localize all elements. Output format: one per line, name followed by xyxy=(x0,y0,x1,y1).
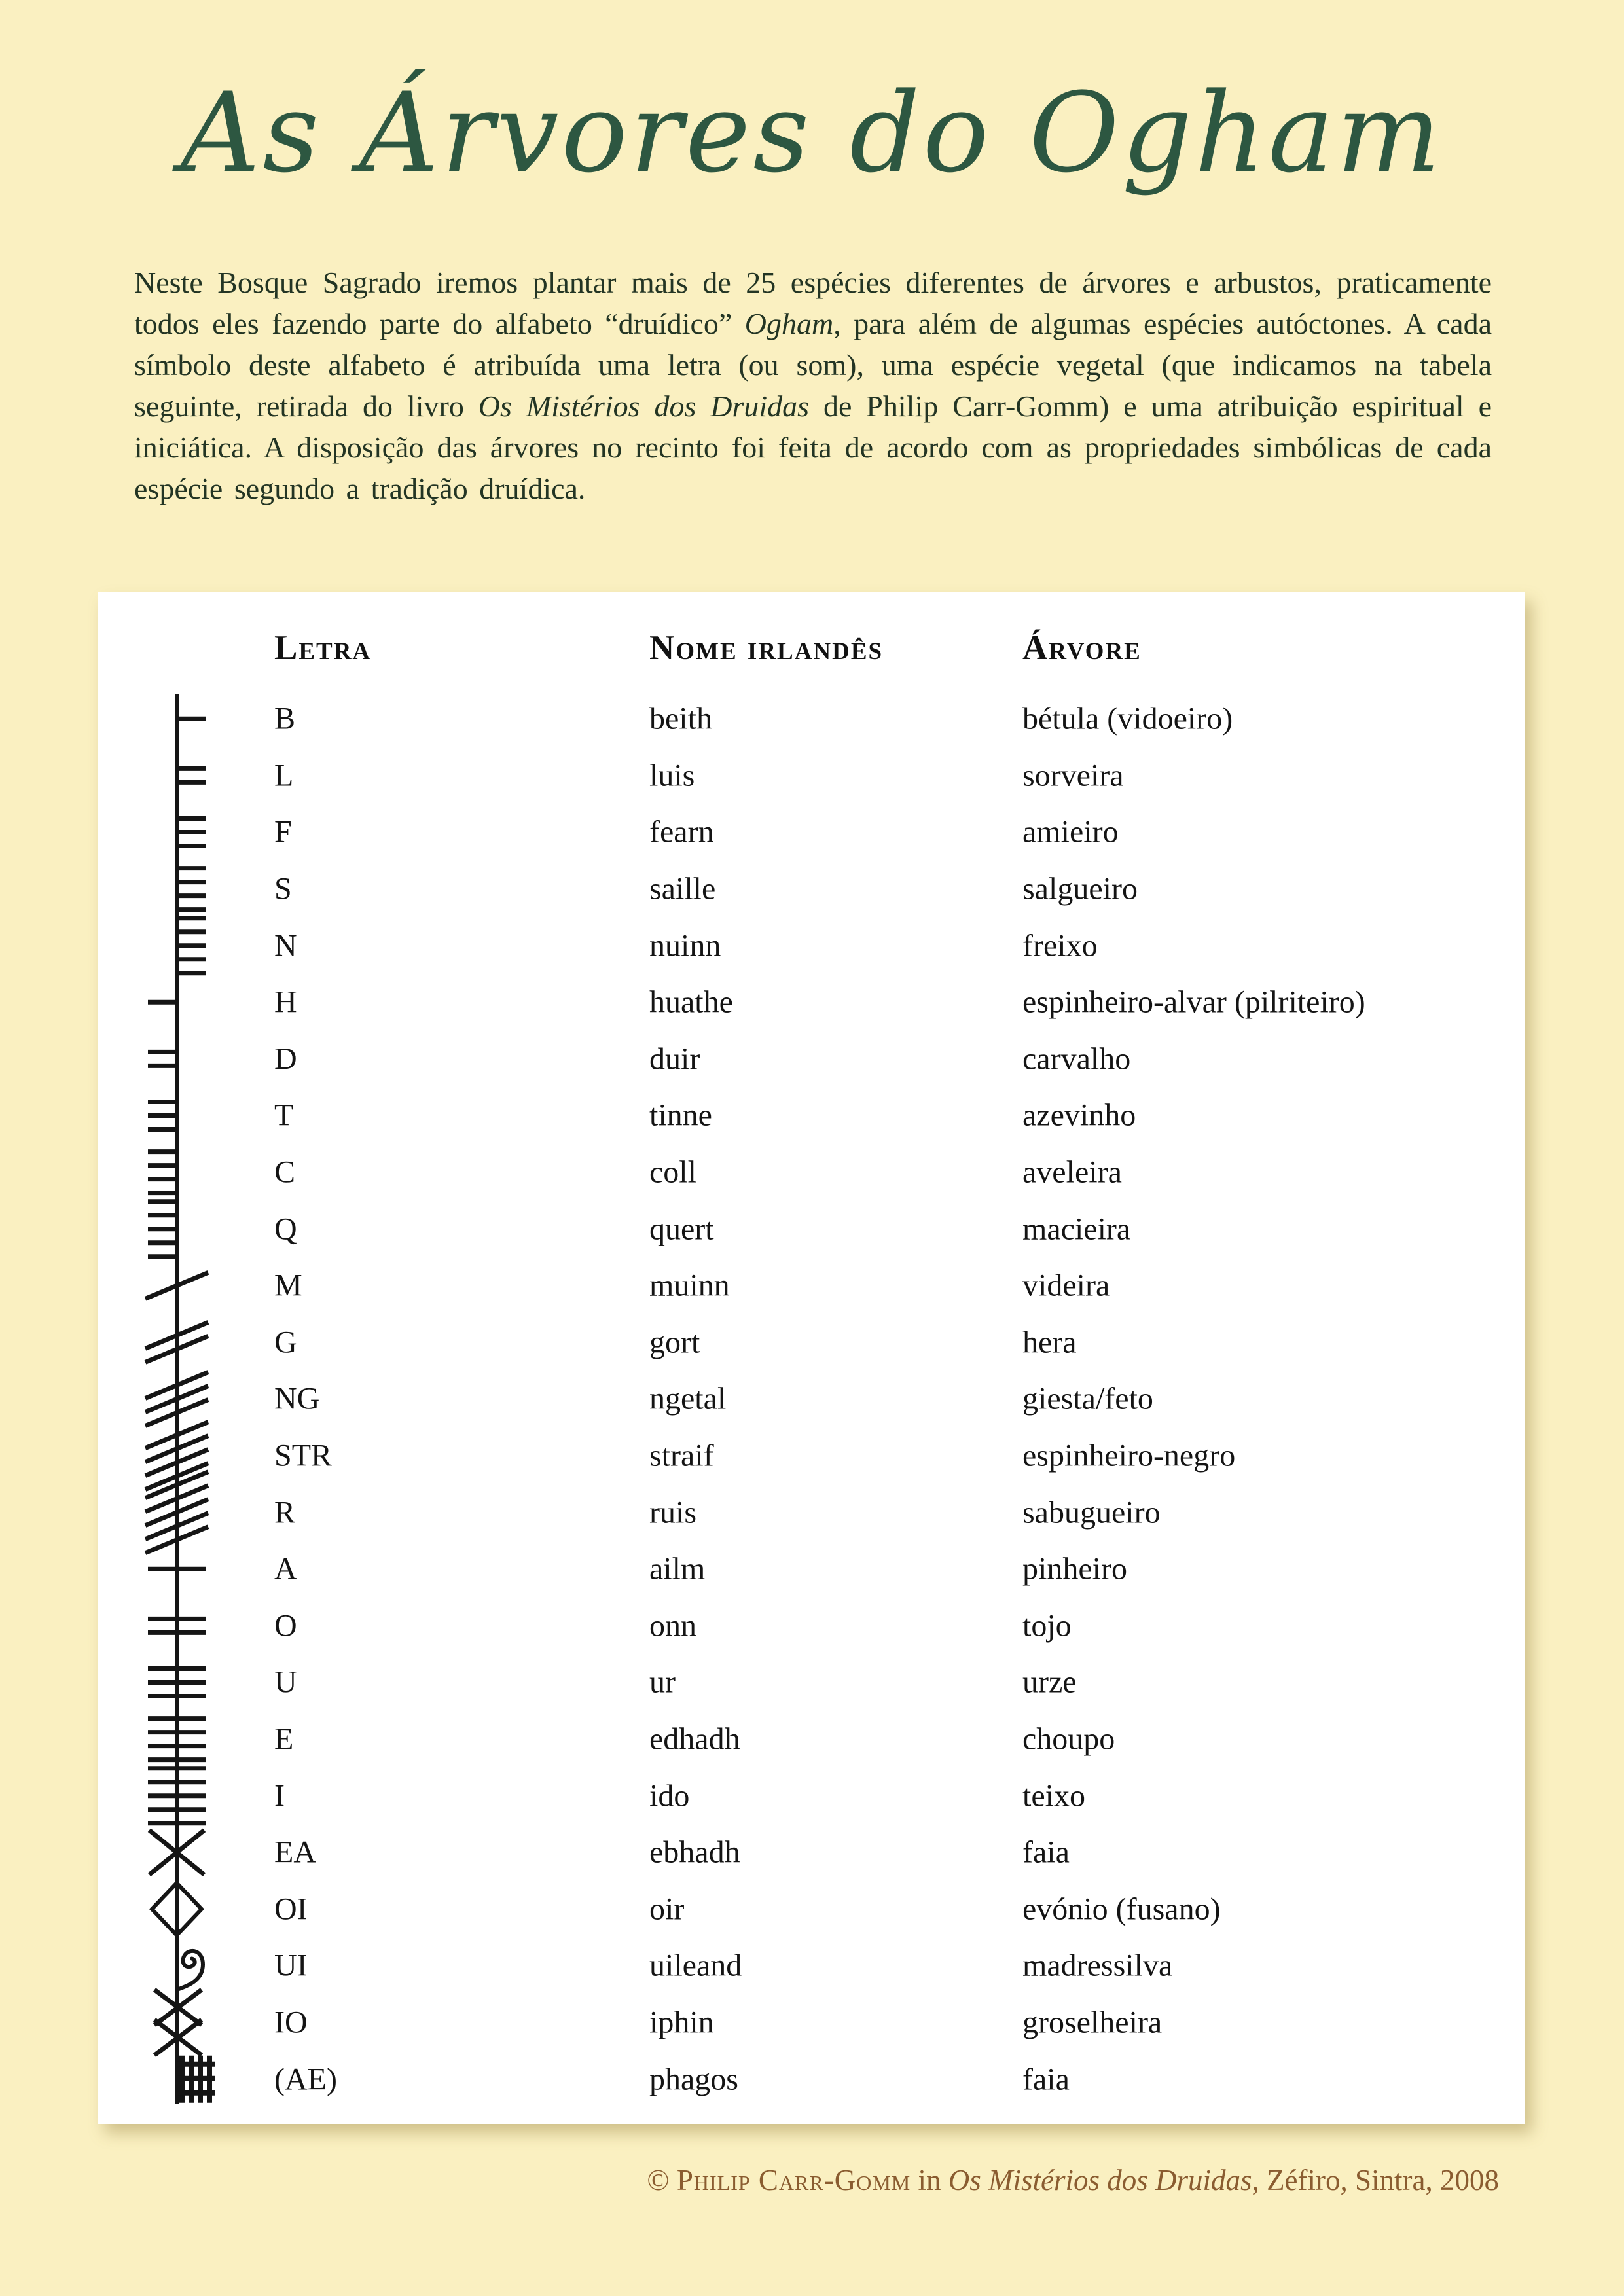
table-row xyxy=(98,1937,1525,1994)
cell-irish-name: luis xyxy=(649,758,695,793)
cell-irish-name: ngetal xyxy=(649,1381,727,1416)
cell-tree: sabugueiro xyxy=(1022,1495,1161,1530)
cell-irish-name: fearn xyxy=(649,814,714,850)
cell-tree: videira xyxy=(1022,1268,1110,1303)
col-header-nome: Nome irlandês xyxy=(649,629,884,667)
table-row xyxy=(98,1541,1525,1598)
cell-tree: espinheiro-alvar (pilriteiro) xyxy=(1022,984,1365,1020)
cell-irish-name: uileand xyxy=(649,1948,742,1983)
cell-tree: faia xyxy=(1022,2062,1070,2097)
table-row xyxy=(98,1144,1525,1201)
cell-tree: salgueiro xyxy=(1022,871,1138,906)
table-row xyxy=(98,1824,1525,1881)
table-row xyxy=(98,1484,1525,1541)
cell-letter: M xyxy=(274,1268,302,1303)
col-header-arvore: Árvore xyxy=(1022,629,1142,667)
cell-tree: evónio (fusano) xyxy=(1022,1892,1221,1927)
table-row xyxy=(98,1087,1525,1144)
cell-irish-name: gort xyxy=(649,1325,700,1360)
cell-irish-name: ur xyxy=(649,1664,676,1700)
cell-irish-name: duir xyxy=(649,1041,700,1077)
cell-letter: OI xyxy=(274,1892,308,1927)
cell-tree: azevinho xyxy=(1022,1098,1136,1133)
cell-tree: carvalho xyxy=(1022,1041,1131,1077)
cell-letter: C xyxy=(274,1155,296,1190)
cell-letter: B xyxy=(274,701,296,736)
cell-irish-name: muinn xyxy=(649,1268,730,1303)
cell-letter: UI xyxy=(274,1948,308,1983)
cell-irish-name: coll xyxy=(649,1155,696,1190)
col-header-letra: Letra xyxy=(274,629,372,667)
cell-letter: (AE) xyxy=(274,2062,337,2097)
ogham-table-card xyxy=(98,592,1525,2124)
cell-tree: teixo xyxy=(1022,1778,1085,1814)
cell-tree: amieiro xyxy=(1022,814,1119,850)
cell-letter: U xyxy=(274,1664,297,1700)
page-title: As Árvores do Ogham xyxy=(180,69,1443,197)
credit-segment: Os Mistérios dos Druidas xyxy=(948,2164,1252,2197)
cell-irish-name: tinne xyxy=(649,1098,712,1133)
cell-letter: NG xyxy=(274,1381,320,1416)
cell-irish-name: quert xyxy=(649,1211,714,1247)
cell-tree: espinheiro-negro xyxy=(1022,1438,1236,1473)
credit-segment: © xyxy=(647,2164,677,2197)
credit-line xyxy=(647,2163,1499,2197)
cell-irish-name: saille xyxy=(649,871,716,906)
intro-paragraph: Neste Bosque Sagrado iremos plantar mais de 25 espécies diferentes de árvores e arbustos, praticamente todos eles fazendo parte do alfabeto “druídico” Ogham, para além de algumas espécies autóctones. A cada símbolo deste alfabeto é atribuída uma letra (ou som), uma espécie vegetal (que indicamos na tabela seguinte, retirada do livro Os Mistérios dos Druidas de Philip Carr-Gomm) e uma atribuição espiritual e iniciática. A disposição das árvores no recinto foi feita de acordo com as propriedades simbólicas de cada espécie segundo a tradição druídica. xyxy=(134,266,1492,505)
cell-letter: STR xyxy=(274,1438,333,1473)
table-row xyxy=(98,1314,1525,1371)
cell-irish-name: ido xyxy=(649,1778,690,1814)
cell-letter: F xyxy=(274,814,292,850)
table-row xyxy=(98,1880,1525,1937)
cell-letter: Q xyxy=(274,1211,297,1247)
cell-irish-name: ebhadh xyxy=(649,1835,740,1870)
table-row xyxy=(98,2051,1525,2108)
credit-segment: , Zéfiro, Sintra, 2008 xyxy=(1252,2164,1499,2197)
cell-irish-name: phagos xyxy=(649,2062,738,2097)
table-row xyxy=(98,974,1525,1031)
table-row xyxy=(98,1200,1525,1257)
cell-letter: E xyxy=(274,1721,294,1757)
cell-tree: bétula (vidoeiro) xyxy=(1022,701,1233,736)
cell-irish-name: oir xyxy=(649,1892,685,1927)
table-row xyxy=(98,804,1525,861)
cell-letter: T xyxy=(274,1098,294,1133)
cell-letter: R xyxy=(274,1495,296,1530)
table-row xyxy=(98,1031,1525,1088)
cell-letter: I xyxy=(274,1778,285,1814)
table-row xyxy=(98,1257,1525,1314)
cell-irish-name: iphin xyxy=(649,2005,714,2040)
cell-letter: IO xyxy=(274,2005,308,2040)
table-row xyxy=(98,1767,1525,1824)
cell-irish-name: beith xyxy=(649,701,712,736)
table-row xyxy=(98,1598,1525,1655)
table-row xyxy=(98,917,1525,974)
cell-letter: G xyxy=(274,1325,297,1360)
credit-segment: in xyxy=(911,2164,948,2197)
cell-irish-name: ailm xyxy=(649,1551,706,1587)
cell-irish-name: nuinn xyxy=(649,928,721,963)
cell-tree: pinheiro xyxy=(1022,1551,1127,1587)
cell-letter: O xyxy=(274,1608,297,1643)
cell-letter: H xyxy=(274,984,297,1020)
cell-letter: D xyxy=(274,1041,297,1077)
cell-tree: faia xyxy=(1022,1835,1070,1870)
cell-letter: N xyxy=(274,928,297,963)
table-row xyxy=(98,1711,1525,1768)
table-row xyxy=(98,1371,1525,1427)
cell-irish-name: ruis xyxy=(649,1495,696,1530)
table-row xyxy=(98,691,1525,747)
credit-segment: Philip Carr-Gomm xyxy=(676,2164,911,2197)
cell-tree: choupo xyxy=(1022,1721,1115,1757)
cell-tree: urze xyxy=(1022,1664,1077,1700)
cell-tree: macieira xyxy=(1022,1211,1131,1247)
cell-irish-name: edhadh xyxy=(649,1721,740,1757)
table-row xyxy=(98,861,1525,918)
cell-irish-name: onn xyxy=(649,1608,696,1643)
table-body xyxy=(98,691,1525,2108)
table-row xyxy=(98,1994,1525,2051)
cell-tree: tojo xyxy=(1022,1608,1072,1643)
table-row xyxy=(98,747,1525,804)
cell-irish-name: straif xyxy=(649,1438,714,1473)
cell-tree: freixo xyxy=(1022,928,1098,963)
cell-tree: madressilva xyxy=(1022,1948,1173,1983)
cell-letter: EA xyxy=(274,1835,316,1870)
cell-tree: giesta/feto xyxy=(1022,1381,1153,1416)
table-row xyxy=(98,1654,1525,1711)
cell-irish-name: huathe xyxy=(649,984,733,1020)
cell-tree: aveleira xyxy=(1022,1155,1122,1190)
cell-tree: sorveira xyxy=(1022,758,1124,793)
cell-letter: L xyxy=(274,758,294,793)
table-row xyxy=(98,1427,1525,1484)
cell-tree: groselheira xyxy=(1022,2005,1163,2040)
cell-letter: A xyxy=(274,1551,297,1587)
cell-tree: hera xyxy=(1022,1325,1077,1360)
cell-letter: S xyxy=(274,871,292,906)
